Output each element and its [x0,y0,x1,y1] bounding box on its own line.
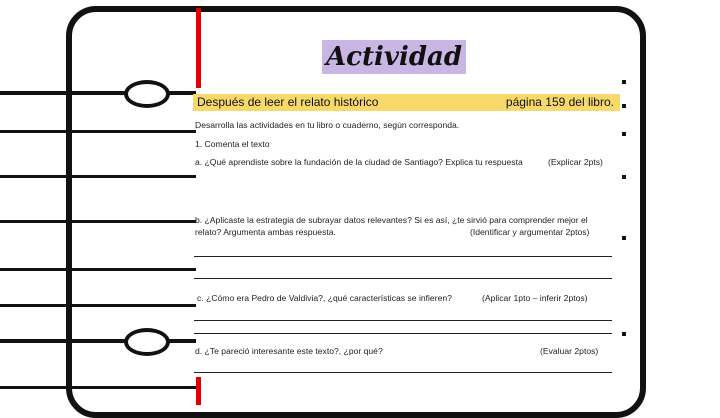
answer-line [194,372,612,373]
binding-line [0,268,196,271]
binding-line [0,220,196,223]
question-b-points: (Identificar y argumentar 2ptos) [470,227,590,237]
edge-tick [622,175,626,179]
section-heading: 1. Comenta el texto [195,139,270,149]
answer-line [194,256,612,257]
binding-line [0,130,196,133]
question-b: b. ¿Aplicaste la estrategia de subrayar datos relevantes? Si es así, ¿te sirvió para comprender mejor el [195,215,588,225]
edge-tick [622,332,626,336]
answer-line [194,278,612,279]
question-d: d. ¿Te pareció interesante este texto?, ¿por qué? [195,346,383,356]
instructions-text: Desarrolla las actividades en tu libro o cuaderno, según corresponda. [195,120,460,130]
question-c: c. ¿Cómo era Pedro de Valdivia?, ¿qué características se infieren? [197,293,452,303]
question-a: a. ¿Qué aprendiste sobre la fundación de la ciudad de Santiago? Explica tu respuesta [195,157,523,167]
header-left-text: Después de leer el relato histórico [197,95,379,109]
binding-line [0,175,196,178]
spiral-ring [0,328,200,354]
answer-line [194,320,612,321]
question-a-points: (Explicar 2pts) [548,157,603,167]
question-b-line2: relato? Argumenta ambas respuesta. [195,227,336,237]
red-margin-line-top [196,8,201,88]
question-c-points: (Aplicar 1pto – inferir 2ptos) [482,293,588,303]
page-title: Actividad [322,40,466,74]
header-highlight [193,94,620,111]
edge-tick [622,132,626,136]
red-margin-line-bottom [196,377,201,405]
binding-line [0,386,196,389]
question-d-points: (Evaluar 2ptos) [540,346,599,356]
spiral-ring [0,80,200,106]
edge-tick [622,236,626,240]
edge-tick [622,80,626,84]
binding-line [0,304,196,307]
header-right-text: página 159 del libro. [505,95,614,109]
answer-line [194,333,612,334]
edge-tick [622,104,626,108]
